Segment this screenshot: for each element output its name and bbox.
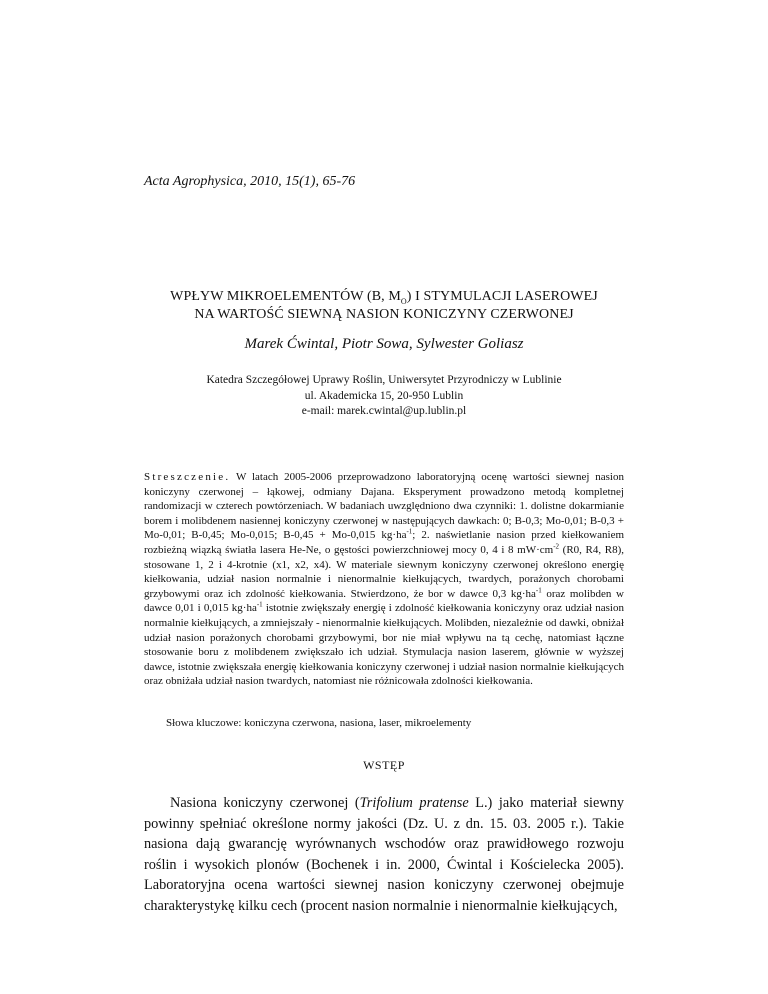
- affiliation: [120, 373, 648, 420]
- journal-citation: Acta Agrophysica, 2010, 15(1), 65-76: [144, 174, 356, 189]
- affiliation-address: ul. Akademicka 15, 20-950 Lublin: [304, 389, 464, 402]
- authors: Marek Ćwintal, Piotr Sowa, Sylwester Goliasz: [244, 336, 524, 352]
- title-line-1: WPŁYW MIKROELEMENTÓW (B, $M_O$) I STYMULACJI LASEROWEJ: [170, 289, 598, 306]
- abstract-label: Streszczenie.: [144, 471, 231, 483]
- section-heading: WSTĘP: [363, 758, 405, 772]
- affiliation-department: Katedra Szczegółowej Uprawy Roślin, Uniwersytet Przyrodniczy w Lublinie: [206, 374, 562, 386]
- keywords: [166, 716, 624, 730]
- body-paragraph: Nasiona koniczyny czerwonej (Trifolium pratense L.) jako materiał siewny powinny spełniać określone normy jakości (Dz. U. z dn. 15. 03. 2005 r.). Takie nasiona dają gwarancję wyrównanych wschodów oraz prawidłowego rozwoju roślin i wysokich plonów (Bochenek i in. 2000, Ćwintal i Kościelecka 2005). Laboratoryjna ocena wartości siewnej nasion koniczyny czerwonej obejmuje charakterystykę kilku cech (procent nasion normalnie i nienormalnie kiełkujących,: [144, 795, 624, 914]
- keywords-text: koniczyna czerwona, nasiona, laser, mikroelementy: [241, 717, 472, 729]
- article-title: [120, 288, 648, 324]
- affiliation-email: e-mail: marek.cwintal@up.lublin.pl: [301, 405, 467, 417]
- species-name: Trifolium pratense: [359, 795, 469, 811]
- title-line-2: NA WARTOŚĆ SIEWNĄ NASION KONICZYNY CZERWONEJ: [194, 307, 574, 322]
- abstract: Streszczenie. W latach 2005-2006 przeprowadzono laboratoryjną ocenę wartości siewnej nasion koniczyny czerwonej – łąkowej, odmiany Dajana. Eksperyment prowadzono metodą kompletnej randomizacji w czterech powtórzeniach. W badaniach uwzględniono dwa czynniki: 1. dolistne dokarmianie borem i molibdenem nasiennej koniczyny czerwonej w następujących dawkach: 0; B-0,3; Mo-0,01; B-0,3 + Mo-0,01; B-0,45; Mo-0,015; B-0,45 + Mo-0,015 $kg\cdot ha^{-1}$; 2. naświetlanie nasion przed kiełkowaniem rozbieżną wiązką światła lasera He-Ne, o gęstości powierzchniowej mocy 0, 4 i 8 $mW\cdot cm^{-2}$ (R0, R4, R8), stosowane 1, 2 i 4-krotnie (x1, x2, x4). W materiale siewnym koniczyny czerwonej określono energię kiełkowania, udział nasion normalnie i nienormalnie kiełkujących, twardych, porażonych chorobami grzybowymi oraz ich zdolność kiełkowania. Stwierdzono, że bor w dawce 0,3 $kg\cdot ha^{-1}$ oraz molibden w dawce 0,01 i 0,015 $kg\cdot ha^{-1}$ istotnie zwiększały energię i zdolność kiełkowania koniczyny oraz udział nasion normalnie kiełkujących, a zmniejszały - nienormalnie kiełkujących. Molibden, niezależnie od dawki, obniżał udział nasion porażonych chorobami grzybowymi, bor nie miał wpływu na tą cechę, natomiast łączne stosowanie boru z molibdenem zwiększało ich udział. Stymulacja nasion laserem, głównie w wyższej dawce, istotnie zwiększała energię kiełkowania koniczyny czerwonej i udział nasion normalnie kiełkujących oraz obniżała udział nasion twardych, natomiast nie różnicowała zdolności kiełkowania.: [144, 471, 625, 688]
- keywords-label: Słowa kluczowe:: [166, 717, 242, 729]
